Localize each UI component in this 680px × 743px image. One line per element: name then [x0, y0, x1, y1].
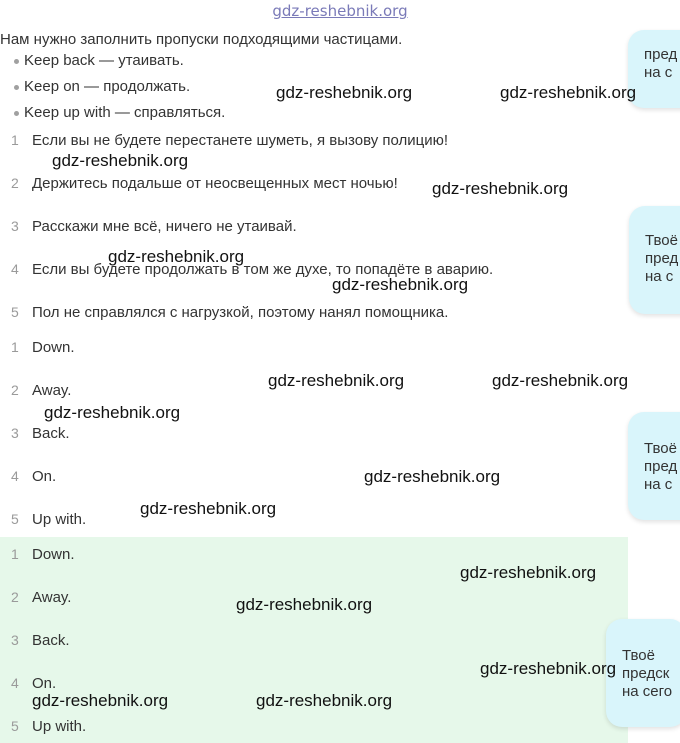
assistant-bubble[interactable]: Твоё пред на с [629, 206, 680, 314]
list-item: Keep back — утаивать. [0, 52, 225, 78]
watermark: gdz-reshebnik.org [276, 83, 413, 102]
watermark: gdz-reshebnik.org [364, 467, 501, 486]
sentence-text: Держитесь подальше от неосвещенных мест ночью! [32, 175, 398, 192]
sentence-row [0, 175, 398, 192]
assistant-bubble[interactable]: Твоё пред на с [628, 412, 680, 520]
answer-text: On. [32, 675, 57, 692]
bullet-icon [14, 59, 19, 64]
watermark: gdz-reshebnik.org [432, 179, 569, 198]
item-number: 1 [11, 546, 19, 562]
sentence-row [0, 218, 297, 235]
answer-row [0, 511, 86, 528]
watermark: gdz-reshebnik.org [44, 403, 181, 422]
watermark: gdz-reshebnik.org [460, 563, 597, 582]
item-number: 3 [11, 218, 19, 234]
watermark: gdz-reshebnik.org [140, 499, 277, 518]
item-number: 5 [11, 718, 19, 734]
item-number: 1 [11, 132, 19, 148]
item-number: 4 [11, 675, 19, 691]
answer-text: Away. [32, 382, 72, 399]
item-number: 2 [11, 175, 19, 191]
item-number: 5 [11, 304, 19, 320]
site-header-link[interactable]: gdz-reshebnik.org [272, 2, 408, 20]
assistant-bubble[interactable]: пред на с [628, 30, 680, 108]
list-item: Keep on — продолжать. [0, 78, 225, 104]
list-item: Keep up with — справляться. [0, 104, 225, 130]
item-number: 4 [11, 468, 19, 484]
item-number: 3 [11, 632, 19, 648]
sentence-row [0, 132, 448, 149]
watermark: gdz-reshebnik.org [480, 659, 617, 678]
answer-text: Up with. [32, 511, 87, 528]
item-number: 3 [11, 425, 19, 441]
item-number: 4 [11, 261, 19, 277]
phrasal-verbs-list [0, 52, 225, 130]
watermark: gdz-reshebnik.org [332, 275, 469, 294]
answer-text: Down. [32, 546, 75, 563]
sentence-text: Пол не справлялся с нагрузкой, поэтому нанял помощника. [32, 304, 449, 321]
answer-text: On. [32, 468, 57, 485]
sentence-row [0, 304, 448, 321]
watermark: gdz-reshebnik.org [52, 151, 189, 170]
task-intro: Нам нужно заполнить пропуски подходящими частицами. [0, 31, 403, 48]
final-answer-row [0, 632, 70, 649]
final-answer-row [0, 675, 56, 692]
watermark: gdz-reshebnik.org [256, 691, 393, 710]
sentence-text: Если вы не будете перестанете шуметь, я вызову полицию! [32, 132, 449, 149]
bullet-icon [14, 85, 19, 90]
watermark: gdz-reshebnik.org [500, 83, 637, 102]
watermark: gdz-reshebnik.org [32, 691, 169, 710]
sentence-text: Расскажи мне всё, ничего не утаивай. [32, 218, 297, 235]
answer-text: Back. [32, 632, 70, 649]
item-number: 2 [11, 382, 19, 398]
answer-row [0, 468, 56, 485]
watermark: gdz-reshebnik.org [492, 371, 629, 390]
answer-row [0, 339, 75, 356]
answer-text: Back. [32, 425, 70, 442]
watermark: gdz-reshebnik.org [108, 247, 245, 266]
item-number: 1 [11, 339, 19, 355]
item-number: 2 [11, 589, 19, 605]
watermark: gdz-reshebnik.org [268, 371, 405, 390]
answer-row [0, 382, 71, 399]
answer-text: Down. [32, 339, 75, 356]
assistant-bubble[interactable]: Твоё предск на сего [606, 619, 680, 727]
answer-text: Away. [32, 589, 72, 606]
answer-text: Up with. [32, 718, 87, 735]
item-number: 5 [11, 511, 19, 527]
final-answer-row [0, 589, 71, 606]
answer-row [0, 425, 70, 442]
sentence-text: Если вы будете продолжать в том же духе, то попадёте в аварию. [32, 261, 494, 278]
final-answer-row [0, 546, 75, 563]
watermark: gdz-reshebnik.org [236, 595, 373, 614]
bullet-icon [14, 111, 19, 116]
final-answer-row [0, 718, 86, 735]
